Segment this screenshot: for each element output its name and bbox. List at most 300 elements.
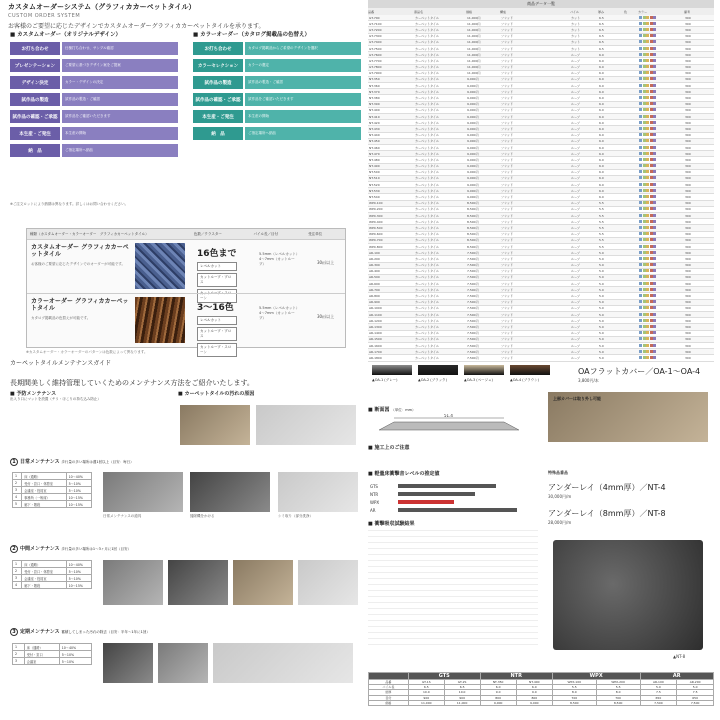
- col-header: 商品名: [414, 9, 424, 14]
- table-cell: NT-430: [369, 126, 380, 131]
- color-swatch-icon: [653, 40, 656, 43]
- cross-section-heading: ■ 断面図 （単位：mm）: [368, 407, 416, 413]
- table-row: [13, 568, 92, 575]
- table-cell: [638, 65, 684, 69]
- table-row: [13, 473, 92, 480]
- table-cell: [638, 164, 684, 168]
- flow-original: [10, 30, 178, 160]
- table-cell: 9,000円: [467, 157, 479, 162]
- table-cell: 10〜15%: [66, 494, 91, 501]
- dimension-label: 51.4: [444, 414, 453, 418]
- table-cell: ソリッド: [501, 21, 513, 26]
- table-cell: カット: [571, 46, 580, 51]
- table-cell: ループ: [571, 225, 580, 230]
- table-cell: ソリッド: [501, 71, 513, 76]
- table-cell: ループ: [571, 269, 580, 274]
- table-cell: ソリッド: [501, 281, 513, 286]
- flow-step-label: 本生産・ご発注: [193, 110, 243, 123]
- table-cell: [638, 350, 684, 354]
- table-cell: 300: [685, 318, 691, 323]
- table-cell: AR-300: [369, 263, 380, 268]
- table-cell: 300: [685, 355, 691, 360]
- table-cell: カーペットタイル: [415, 34, 439, 39]
- table-cell: NT-400: [516, 680, 552, 685]
- color-swatch-icon: [653, 356, 656, 359]
- table-cell: 5.0: [599, 256, 604, 261]
- table-cell: 9,000: [516, 700, 552, 705]
- table-cell: 6.0: [599, 89, 604, 94]
- table-cell: ソリッド: [501, 232, 513, 237]
- table-cell: ソリッド: [501, 151, 513, 156]
- table-cell: 300: [685, 120, 691, 125]
- flow-step: [10, 75, 178, 90]
- table-cell: 8,500: [552, 700, 596, 705]
- oa-part-image: [464, 365, 504, 375]
- table-cell: 11,000: [408, 700, 444, 705]
- table-cell: [638, 313, 684, 317]
- table-cell: ソリッド: [501, 219, 513, 224]
- daily-maintenance: [10, 458, 134, 466]
- table-row: [13, 582, 92, 589]
- underlay-sample-image: [553, 540, 703, 650]
- table-cell: 300: [685, 151, 691, 156]
- table-cell: ソリッド: [501, 83, 513, 88]
- table-cell: カーペットタイル: [415, 83, 439, 88]
- table-cell: ループ: [571, 83, 580, 88]
- color-swatch-icon: [653, 164, 656, 167]
- maintenance-title: カーペットタイルメンテナンスガイド: [10, 360, 112, 367]
- table-cell: 9,000円: [467, 102, 479, 107]
- table-cell: 300: [685, 46, 691, 51]
- table-cell: 7,500円: [467, 287, 479, 292]
- table-cell: ループ: [571, 188, 580, 193]
- oa-cover-title: OAフラットカバー／OA-1〜OA-4: [578, 367, 701, 376]
- table-cell: 5.0: [599, 324, 604, 329]
- table-cell: 11,000円: [467, 52, 481, 57]
- product-sample-image: [135, 297, 185, 343]
- table-cell: 300: [685, 176, 691, 181]
- table-cell: 5.0: [599, 275, 604, 280]
- underlay-heading: 特殊品番品: [548, 470, 568, 475]
- table-cell: [638, 201, 684, 205]
- table-cell: 8.0: [596, 690, 640, 695]
- product-header-type: 種類（カスタムオーダー・カラーオーダー グラフィカカーペットタイル）: [30, 231, 149, 236]
- table-cell: ループ: [571, 256, 580, 261]
- color-swatch-icon: [653, 232, 656, 235]
- table-cell: カーペットタイル: [415, 287, 439, 292]
- table-cell: ループ: [571, 232, 580, 237]
- table-cell: 300: [685, 114, 691, 119]
- table-cell: 8,500円: [467, 238, 479, 243]
- table-cell: ソリッド: [501, 275, 513, 280]
- table-cell: [638, 71, 684, 75]
- flow-step-desc: ご指定場所へ納品: [62, 144, 178, 157]
- oa-part-label: ▲OA-2 (ブラック): [418, 378, 447, 382]
- color-swatch-icon: [653, 300, 656, 303]
- table-cell: 1: [13, 473, 22, 480]
- table-cell: ループ: [571, 126, 580, 131]
- table-cell: カーペットタイル: [415, 324, 439, 329]
- table-cell: カーペットタイル: [415, 52, 439, 57]
- table-cell: 5〜10%: [66, 487, 91, 494]
- table-cell: カーペットタイル: [415, 102, 439, 107]
- color-swatch-icon: [653, 189, 656, 192]
- table-cell: 6.0: [599, 65, 604, 70]
- color-swatch-icon: [653, 226, 656, 229]
- table-cell: ソリッド: [501, 349, 513, 354]
- table-cell: 9,000円: [467, 126, 479, 131]
- table-cell: 800: [480, 695, 516, 700]
- table-cell: 700: [552, 695, 596, 700]
- table-cell: 7,500円: [467, 275, 479, 280]
- table-row: [369, 700, 714, 705]
- flow-step-label: お打ち合わせ: [193, 42, 243, 55]
- table-cell: AR-500: [369, 275, 380, 280]
- flow-step-desc: 本生産の開始: [245, 110, 361, 123]
- table-cell: カーペットタイル: [415, 77, 439, 82]
- table-cell: 床（通路）: [22, 473, 66, 480]
- table-cell: 6.5: [599, 15, 604, 20]
- color-swatch-icon: [653, 238, 656, 241]
- table-cell: カーペットタイル: [415, 120, 439, 125]
- cross-section-diagram: [374, 414, 524, 436]
- table-cell: ソリッド: [501, 52, 513, 57]
- vacuum-photo: [190, 472, 270, 512]
- table-cell: 11,000円: [467, 34, 481, 39]
- table-cell: ソリッド: [501, 343, 513, 348]
- flow-step-label: 本生産・ご発注: [10, 127, 60, 140]
- table-cell: [638, 108, 684, 112]
- table-cell: カーペットタイル: [415, 145, 439, 150]
- table-cell: [638, 96, 684, 100]
- underlay-2-price: 28,000円/m: [548, 520, 572, 525]
- daily-heading: 日常メンテナンス: [20, 459, 60, 465]
- color-swatch-icon: [653, 121, 656, 124]
- table-cell: WPX-100: [552, 680, 596, 685]
- table-cell: ループ: [571, 151, 580, 156]
- table-cell: カーペットタイル: [415, 27, 439, 32]
- table-cell: 300: [685, 250, 691, 255]
- table-cell: NT-350: [369, 77, 380, 82]
- table-cell: 7,500円: [467, 269, 479, 274]
- underlay-2-name: アンダーレイ（8mm厚）／NT-8: [548, 509, 666, 518]
- impact-chart: [368, 480, 538, 516]
- table-cell: カーペットタイル: [415, 331, 439, 336]
- table-cell: ソリッド: [501, 337, 513, 342]
- flow-step: [10, 58, 178, 73]
- table-cell: [638, 207, 684, 211]
- table-cell: [638, 133, 684, 137]
- table-cell: カーペットタイル: [415, 281, 439, 286]
- color-swatch-icon: [653, 282, 656, 285]
- table-cell: WPX-200: [596, 680, 640, 685]
- table-cell: 300: [685, 294, 691, 299]
- table-cell: [638, 263, 684, 267]
- table-cell: 300: [685, 58, 691, 63]
- table-cell: [638, 275, 684, 279]
- table-cell: 5.5: [599, 238, 604, 243]
- table-cell: カーペットタイル: [415, 225, 439, 230]
- daily-caption-1: 日常メンテナンスの道具: [103, 514, 142, 518]
- table-cell: ループ: [571, 201, 580, 206]
- table-cell: [638, 356, 684, 360]
- table-cell: [638, 28, 684, 32]
- table-row: [13, 651, 92, 658]
- table-cell: 9,000: [480, 700, 516, 705]
- table-cell: カーペットタイル: [415, 337, 439, 342]
- product-table-header: [27, 229, 345, 239]
- nt8-label: ▲NT-8: [673, 654, 686, 659]
- table-cell: 5.0: [599, 300, 604, 305]
- table-cell: 300: [685, 164, 691, 169]
- table-cell: カット: [571, 15, 580, 20]
- color-swatch-icon: [653, 77, 656, 80]
- table-cell: NT-460: [369, 145, 380, 150]
- table-cell: NT-400: [369, 108, 380, 113]
- table-cell: 1: [13, 561, 22, 568]
- table-cell: 300: [685, 232, 691, 237]
- table-cell: 6.0: [599, 114, 604, 119]
- page-title: カスタムオーダーシステム（グラフィカカーペットタイル）: [8, 3, 196, 11]
- stain-heading: ■ カーペットタイルの汚れの原因: [178, 391, 255, 397]
- table-cell: 300: [685, 77, 691, 82]
- preventive-heading: ■ 予防メンテナンス: [10, 391, 57, 397]
- table-cell: WPX-100: [369, 201, 383, 206]
- table-cell: ループ: [571, 219, 580, 224]
- table-cell: NT-490: [369, 164, 380, 169]
- table-cell: 7,500: [640, 700, 677, 705]
- table-cell: 300: [685, 207, 691, 212]
- table-cell: カーペットタイル: [415, 114, 439, 119]
- install-note: 上部カバーは取り外し可能: [553, 396, 601, 401]
- table-cell: 11,000円: [467, 15, 481, 20]
- table-cell: 5.0: [599, 337, 604, 342]
- table-cell: NT-370: [369, 89, 380, 94]
- table-cell: 8,500円: [467, 213, 479, 218]
- table-cell: カット: [571, 40, 580, 45]
- impact-bar: [398, 484, 496, 488]
- table-cell: 8.0: [552, 690, 596, 695]
- table-cell: ループ: [571, 89, 580, 94]
- table-cell: 9,000円: [467, 139, 479, 144]
- table-cell: [638, 176, 684, 180]
- color-swatch-icon: [653, 325, 656, 328]
- table-cell: カーペットタイル: [415, 182, 439, 187]
- table-cell: NT-520: [369, 182, 380, 187]
- impact-bar: [398, 500, 454, 504]
- table-cell: 6.5: [444, 685, 480, 690]
- table-cell: 7,500円: [467, 349, 479, 354]
- table-cell: 7,500円: [467, 312, 479, 317]
- table-cell: 5〜10%: [66, 575, 91, 582]
- daily-caption-3: シミ取り（部分洗浄）: [278, 514, 313, 518]
- table-cell: ソリッド: [501, 244, 513, 249]
- table-cell: ソリッド: [501, 40, 513, 45]
- table-cell: GT-2S: [444, 680, 480, 685]
- table-cell: NT-350: [480, 680, 516, 685]
- table-cell: [638, 16, 684, 20]
- table-cell: NT-410: [369, 114, 380, 119]
- table-cell: ループ: [571, 157, 580, 162]
- table-cell: 8,500円: [467, 207, 479, 212]
- table-cell: ソリッド: [501, 355, 513, 360]
- table-cell: [638, 59, 684, 63]
- flow-step-desc: カタログ掲載品からご希望のデザインを選択: [245, 42, 361, 55]
- table-cell: [638, 127, 684, 131]
- table-cell: 会議室・役員室: [22, 575, 66, 582]
- flow-step-label: プレゼンテーション: [10, 59, 60, 72]
- table-cell: カーペットタイル: [415, 151, 439, 156]
- table-cell: ループ: [571, 77, 580, 82]
- table-cell: 5.0: [599, 331, 604, 336]
- table-cell: [369, 673, 409, 680]
- table-row: [368, 355, 714, 361]
- table-cell: ソリッド: [501, 58, 513, 63]
- table-cell: 廊下・階段: [22, 501, 66, 508]
- periodic-photo-3: [213, 643, 353, 683]
- color-swatch-icon: [653, 319, 656, 322]
- table-cell: 300: [685, 263, 691, 268]
- table-cell: GT-7600: [369, 52, 382, 57]
- color-swatch-icon: [653, 257, 656, 260]
- table-cell: 5.5: [599, 232, 604, 237]
- table-cell: 6.0: [599, 195, 604, 200]
- table-cell: 7,500円: [467, 318, 479, 323]
- table-cell: NT-470: [369, 151, 380, 156]
- table-cell: 300: [685, 281, 691, 286]
- table-cell: ソリッド: [501, 294, 513, 299]
- table-cell: 5.0: [599, 312, 604, 317]
- table-cell: 10〜15%: [66, 501, 91, 508]
- oa-part-label: ▲OA-4 (ブラウン): [510, 378, 540, 382]
- table-cell: 6.5: [599, 40, 604, 45]
- table-cell: 受付・窓口・休憩室: [22, 568, 66, 575]
- col-header: 色: [624, 9, 628, 14]
- table-cell: カーペットタイル: [415, 170, 439, 175]
- table-cell: ソリッド: [501, 145, 513, 150]
- table-cell: 8,500円: [467, 232, 479, 237]
- color-swatch-icon: [653, 294, 656, 297]
- stain-cause: [178, 392, 358, 397]
- product-name: カラーオーダー グラフィカカーペットタイル: [31, 298, 129, 312]
- color-swatch-icon: [653, 331, 656, 334]
- color-swatch-icon: [653, 313, 656, 316]
- color-swatch-icon: [653, 22, 656, 25]
- table-cell: ループ: [571, 250, 580, 255]
- table-cell: ソリッド: [501, 133, 513, 138]
- table-cell: 6.0: [599, 133, 604, 138]
- color-swatch-icon: [653, 16, 656, 19]
- table-cell: 5.5: [599, 201, 604, 206]
- impact-test-table: [368, 530, 538, 650]
- table-cell: カーペットタイル: [415, 207, 439, 212]
- table-cell: ループ: [571, 281, 580, 286]
- table-cell: 床（通路）: [22, 561, 66, 568]
- table-cell: 5.0: [599, 343, 604, 348]
- table-cell: NT-450: [369, 139, 380, 144]
- table-cell: 6.0: [599, 52, 604, 57]
- table-cell: 300: [685, 108, 691, 113]
- product-sample-image: [135, 243, 185, 289]
- right-column: [368, 0, 714, 720]
- table-cell: [638, 245, 684, 249]
- table-cell: 700: [596, 695, 640, 700]
- preventive-text: 出入り口にマットを設置（チリ・ほこりの持ち込み防止）: [10, 396, 101, 401]
- product-note: お客様のご要望に応じたデザインでのオーダーが可能です。: [31, 262, 125, 266]
- table-cell: 5.0: [599, 318, 604, 323]
- table-cell: GT-7900: [369, 71, 382, 76]
- table-cell: 300: [685, 300, 691, 305]
- table-cell: AR-600: [369, 281, 380, 286]
- table-cell: ソリッド: [501, 324, 513, 329]
- table-cell: 7.5: [640, 690, 677, 695]
- impact-row-label: NTR: [370, 492, 379, 497]
- table-cell: 3: [13, 487, 22, 494]
- install-heading: ■ 施工上のご注意: [368, 445, 410, 451]
- table-cell: 6.0: [599, 96, 604, 101]
- table-cell: [638, 306, 684, 310]
- table-cell: 8,500円: [467, 219, 479, 224]
- underlay-1-price: 30,000円/m: [548, 494, 572, 499]
- table-cell: ループ: [571, 238, 580, 243]
- table-cell: 9,000円: [467, 77, 479, 82]
- table-cell: 300: [685, 269, 691, 274]
- flow-step-label: 納 品: [10, 144, 60, 157]
- color-swatch-icon: [653, 115, 656, 118]
- flow-step: [193, 41, 361, 56]
- table-cell: GT-7500: [369, 46, 382, 51]
- table-cell: 6.5: [408, 685, 444, 690]
- table-cell: 300: [685, 34, 691, 39]
- table-cell: GT-7300: [369, 34, 382, 39]
- table-cell: [638, 84, 684, 88]
- mid-note: 歩行量の多い場所は1〜3ヶ月に1回（目安）: [61, 547, 132, 551]
- table-cell: カーペットタイル: [415, 349, 439, 354]
- table-cell: ソリッド: [501, 77, 513, 82]
- table-cell: 11,000円: [467, 46, 481, 51]
- color-swatch-icon: [653, 183, 656, 186]
- color-swatch-icon: [653, 84, 656, 87]
- oa-cover-price: 3,800円/本: [578, 378, 599, 383]
- table-cell: 8,500円: [467, 244, 479, 249]
- table-cell: ループ: [571, 164, 580, 169]
- series-header: NTR: [480, 673, 552, 680]
- table-row: [13, 644, 92, 651]
- table-cell: ループ: [571, 349, 580, 354]
- table-cell: 5〜10%: [59, 658, 91, 665]
- table-cell: ソリッド: [501, 256, 513, 261]
- flow-step-label: 納 品: [193, 127, 243, 140]
- table-cell: カーペットタイル: [415, 244, 439, 249]
- flow-step: [193, 92, 361, 107]
- table-cell: 300: [685, 219, 691, 224]
- product-tags: [197, 316, 237, 359]
- table-cell: [638, 288, 684, 292]
- table-cell: 7,500円: [467, 343, 479, 348]
- flow-step-desc: 仕様打ち合わせ、サンプル確認: [62, 42, 178, 55]
- table-cell: カーペットタイル: [415, 164, 439, 169]
- color-swatch-icon: [653, 53, 656, 56]
- table-cell: ソリッド: [501, 27, 513, 32]
- table-cell: 300: [685, 213, 691, 218]
- col-header: 構成: [500, 9, 507, 14]
- table-cell: カット: [571, 34, 580, 39]
- table-cell: NT-500: [369, 170, 380, 175]
- flow-step: [10, 126, 178, 141]
- color-swatch-icon: [653, 139, 656, 142]
- table-cell: 300: [685, 201, 691, 206]
- table-cell: 300: [685, 331, 691, 336]
